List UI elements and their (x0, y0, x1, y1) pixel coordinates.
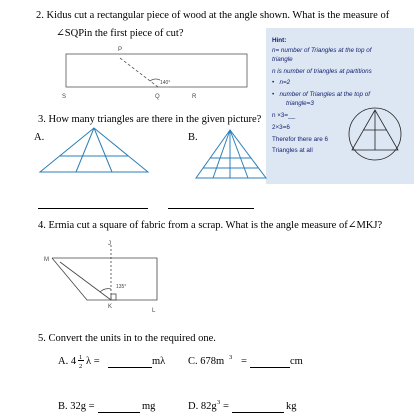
q4-fabric-diagram (52, 245, 157, 300)
fabric-shape (52, 258, 157, 300)
hint-line: 2×3=6 (272, 124, 290, 131)
hint-line: Triangles at all (272, 147, 313, 154)
hint-line: triangle=3 (286, 100, 314, 107)
hint-line: n ×3=__ (272, 112, 296, 119)
q5a-frac-num: 1 (79, 354, 83, 361)
q4-text: 4. Ermia cut a square of fabric from a scrap. What is the angle measure of∠MKJ? (38, 220, 383, 231)
q5c-label: C. 678m (188, 356, 225, 367)
q5b-result-unit: mg (142, 401, 156, 412)
q3-label-b: B. (188, 132, 198, 143)
angle-140: 140° (160, 80, 171, 86)
q5d-eq: = (223, 401, 229, 412)
q5c-sup: 3 (229, 354, 233, 361)
hint-line: n=2 (279, 79, 291, 86)
q5a-frac-den: 2 (79, 363, 83, 370)
label-m: M (44, 257, 49, 263)
q5b-label: B. 32g = (58, 401, 95, 412)
hint-line: triangle (272, 56, 293, 63)
right-angle-mark (111, 294, 116, 300)
q5a-result-unit: mλ (152, 356, 166, 367)
q5a-unit: λ = (86, 356, 100, 367)
label-p: P (118, 47, 123, 53)
triangle-a-line (94, 128, 112, 172)
q2-rectangle-diagram (66, 54, 247, 87)
angle-arc (150, 79, 160, 81)
label-l: L (152, 308, 156, 314)
hint-title: Hint: (272, 37, 287, 44)
fabric-line-mk (60, 262, 111, 300)
q5-text: 5. Convert the units in to the required one. (38, 333, 216, 344)
q5c-result-unit: cm (290, 356, 303, 367)
hint-line: n= number of Triangles at the top of (272, 47, 372, 54)
hint-bullet-line: • n=2 (272, 79, 291, 86)
cut-line (120, 58, 158, 87)
label-s: S (62, 94, 67, 100)
hint-line: n is number of triangles at partitions (272, 68, 372, 75)
triangle-a-outline (40, 128, 148, 172)
label-q: Q (155, 94, 160, 100)
triangle-b-line (230, 130, 248, 178)
q2-text: 2. Kidus cut a rectangular piece of wood at the angle shown. What is the measure of (36, 10, 390, 21)
q2-text-line2: ∠SQPin the first piece of cut? (56, 28, 184, 39)
angle-135: 135° (116, 284, 127, 290)
q3-label-a: A. (34, 132, 45, 143)
q5a-label: A. 4 (58, 356, 77, 367)
fabric-angle-arc (100, 289, 111, 292)
hint-line: Therefor there are 6 (272, 136, 329, 143)
triangle-a-diagram (40, 128, 148, 172)
label-k: K (108, 304, 113, 310)
triangle-b-outline (196, 130, 266, 178)
q5c-eq: = (241, 356, 247, 367)
triangle-b-line (213, 130, 230, 178)
label-r: R (192, 94, 197, 100)
wood-rectangle (66, 54, 247, 87)
label-j: J (108, 241, 111, 247)
hint-triangle-diagram (349, 108, 401, 160)
hint-line: number of Triangles at the top of (279, 91, 370, 98)
triangle-b-diagram (196, 130, 266, 178)
hint-bullet-line: • number of Triangles at the top of (272, 91, 370, 98)
q3-text: 3. How many triangles are there in the given picture? (38, 114, 262, 125)
q5d-label: D. 82g (188, 401, 217, 412)
triangle-a-line (76, 128, 94, 172)
q5d-result-unit: kg (286, 401, 297, 412)
q5d-sup: 3 (217, 399, 221, 406)
